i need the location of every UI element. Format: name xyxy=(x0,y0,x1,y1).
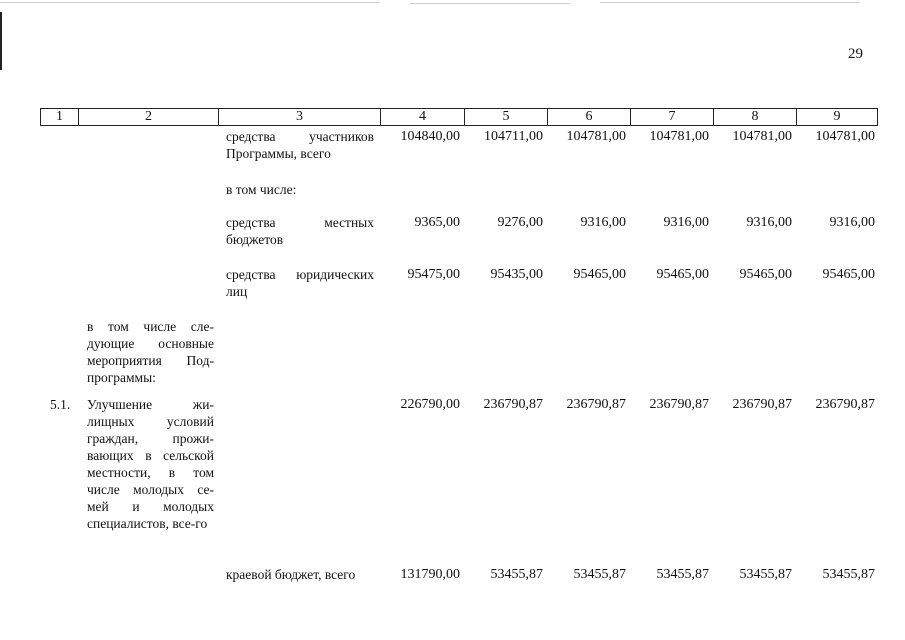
value-col-7: 53455,87 xyxy=(656,567,709,582)
value-col-5: 236790,87 xyxy=(483,397,543,412)
activity-name: Улучшение жи-лищных условий граждан, прожи-вающих в сельской местности, в том числе молодых се-мей и молодых специалистов, все-го xyxy=(87,397,214,531)
header-cell-8: 8 xyxy=(713,108,797,126)
scan-artifact-line xyxy=(410,3,570,4)
value-col-4: 9365,00 xyxy=(414,215,460,230)
value-col-8: 53455,87 xyxy=(739,567,792,582)
value-col-6: 104781,00 xyxy=(566,129,626,144)
value-col-8: 104781,00 xyxy=(732,129,792,144)
header-cell-9: 9 xyxy=(796,108,878,126)
value-col-5: 95435,00 xyxy=(490,267,543,282)
value-col-8: 9316,00 xyxy=(746,215,792,230)
value-col-4: 104840,00 xyxy=(400,129,460,144)
value-col-7: 236790,87 xyxy=(649,397,709,412)
value-col-9: 53455,87 xyxy=(822,567,875,582)
funding-source: средства местных бюджетов xyxy=(226,215,374,247)
header-cell-2: 2 xyxy=(78,108,219,126)
value-col-4: 95475,00 xyxy=(407,267,460,282)
funding-source: краевой бюджет, всего xyxy=(226,567,356,582)
scan-artifact-line xyxy=(0,2,380,3)
row-code: 5.1. xyxy=(50,397,71,412)
header-cell-5: 5 xyxy=(464,108,548,126)
activity-name: в том числе сле-дующие основные мероприятия Под-программы: xyxy=(87,319,214,385)
value-col-5: 53455,87 xyxy=(490,567,543,582)
page-number: 29 xyxy=(848,46,863,62)
table-header-row xyxy=(40,108,878,126)
funding-source: средства участников Программы, всего xyxy=(226,129,374,161)
value-col-7: 9316,00 xyxy=(663,215,709,230)
funding-source: в том числе: xyxy=(226,182,297,197)
header-cell-6: 6 xyxy=(547,108,631,126)
value-col-6: 236790,87 xyxy=(566,397,626,412)
value-col-6: 53455,87 xyxy=(573,567,626,582)
header-cell-1: 1 xyxy=(40,108,79,126)
scan-artifact-line xyxy=(600,2,860,3)
value-col-6: 95465,00 xyxy=(573,267,626,282)
header-cell-3: 3 xyxy=(218,108,381,126)
value-col-6: 9316,00 xyxy=(580,215,626,230)
value-col-9: 104781,00 xyxy=(815,129,875,144)
value-col-9: 9316,00 xyxy=(829,215,875,230)
scan-edge-line xyxy=(0,12,2,70)
value-col-8: 236790,87 xyxy=(732,397,792,412)
header-cell-7: 7 xyxy=(630,108,714,126)
value-col-4: 226790,00 xyxy=(400,397,460,412)
value-col-5: 9276,00 xyxy=(497,215,543,230)
value-col-9: 95465,00 xyxy=(822,267,875,282)
funding-source: средства юридических лиц xyxy=(226,267,374,299)
value-col-7: 95465,00 xyxy=(656,267,709,282)
value-col-5: 104711,00 xyxy=(484,129,543,144)
value-col-8: 95465,00 xyxy=(739,267,792,282)
header-cell-4: 4 xyxy=(380,108,465,126)
value-col-4: 131790,00 xyxy=(400,567,460,582)
value-col-9: 236790,87 xyxy=(815,397,875,412)
value-col-7: 104781,00 xyxy=(649,129,709,144)
